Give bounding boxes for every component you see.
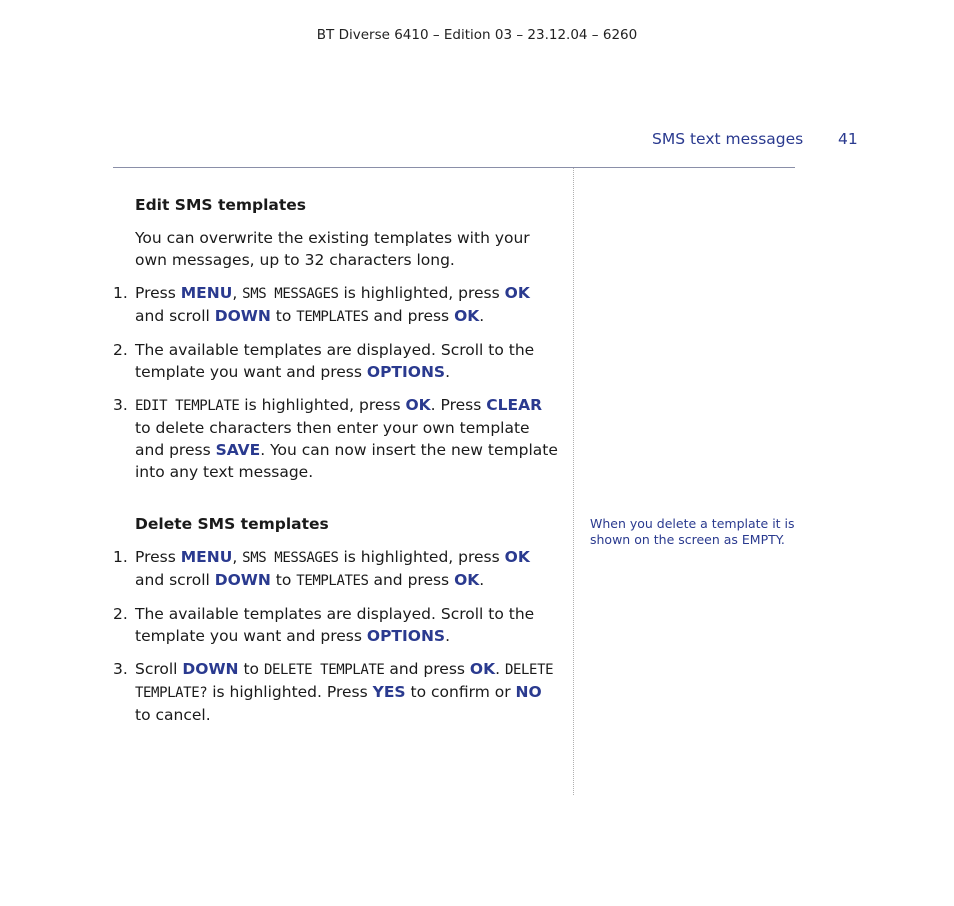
delete-step-item xyxy=(113,546,561,592)
key-label: OK xyxy=(454,307,480,325)
column-divider xyxy=(573,168,574,795)
edit-step-item xyxy=(113,282,561,328)
text-run: . xyxy=(495,660,505,678)
text-run: . xyxy=(479,307,485,325)
step-number: 1. xyxy=(113,548,128,566)
text-run: . xyxy=(445,363,451,381)
step-number: 2. xyxy=(113,605,128,623)
key-label: DOWN xyxy=(182,660,239,678)
text-run: is highlighted, press xyxy=(338,284,505,302)
text-run: to xyxy=(238,660,264,678)
step-text xyxy=(135,660,553,724)
key-label: CLEAR xyxy=(486,396,543,414)
delete-steps-list xyxy=(113,546,561,726)
key-label: OPTIONS xyxy=(366,627,446,645)
text-run: is highlighted. Press xyxy=(207,683,373,701)
key-label: OK xyxy=(469,660,496,678)
delete-step-item xyxy=(113,658,561,726)
text-run: and press xyxy=(384,660,470,678)
text-run: . xyxy=(479,571,485,589)
text-run: The available templates are displayed. Scroll to the template you want and press xyxy=(135,341,535,381)
delete-step-item xyxy=(113,603,561,647)
edit-templates-heading: Edit SMS templates xyxy=(135,196,307,214)
text-run: , xyxy=(232,284,243,302)
text-run: is highlighted, press xyxy=(338,548,505,566)
key-label: OPTIONS xyxy=(366,363,446,381)
edit-step-item xyxy=(113,394,561,483)
text-run: and scroll xyxy=(135,571,215,589)
text-run: The available templates are displayed. Scroll to the template you want and press xyxy=(135,605,535,645)
text-run: to delete characters then enter your own template and press xyxy=(135,419,530,459)
key-label: DOWN xyxy=(214,307,271,325)
key-label: OK xyxy=(405,396,431,414)
text-run: and press xyxy=(368,571,455,589)
step-text xyxy=(135,548,530,589)
text-run: and press xyxy=(368,307,455,325)
display-text: TEMPLATES xyxy=(296,573,369,589)
edit-templates-section xyxy=(113,194,561,483)
key-label: NO xyxy=(515,683,542,701)
step-text xyxy=(135,605,534,645)
step-text xyxy=(135,284,530,325)
text-run: to confirm or xyxy=(405,683,516,701)
delete-templates-section xyxy=(113,513,561,726)
key-label: OK xyxy=(504,284,530,302)
text-run: is highlighted, press xyxy=(239,396,406,414)
step-number: 3. xyxy=(113,396,128,414)
text-run: Press xyxy=(135,284,181,302)
side-note: When you delete a template it is shown on the screen as EMPTY. xyxy=(590,516,795,547)
text-run: Scroll xyxy=(135,660,183,678)
text-run: Press xyxy=(135,548,181,566)
page-number: 41 xyxy=(838,130,858,148)
key-label: MENU xyxy=(180,284,233,302)
step-number: 1. xyxy=(113,284,128,302)
text-run: to cancel. xyxy=(135,706,211,724)
edit-step-item xyxy=(113,339,561,383)
delete-templates-heading: Delete SMS templates xyxy=(135,515,329,533)
text-run: . You can now insert the new template into any text message. xyxy=(135,441,558,481)
display-text: SMS MESSAGES xyxy=(242,550,339,566)
display-text: EDIT TEMPLATE xyxy=(135,398,240,414)
edit-templates-intro: You can overwrite the existing templates with your own messages, up to 32 characters long. xyxy=(135,229,530,269)
key-label: YES xyxy=(372,683,406,701)
text-run: and scroll xyxy=(135,307,215,325)
edit-steps-list xyxy=(113,282,561,483)
key-label: OK xyxy=(504,548,530,566)
text-run: to xyxy=(270,307,297,325)
key-label: OK xyxy=(454,571,480,589)
display-text: DELETE TEMPLATE xyxy=(263,662,385,678)
key-label: SAVE xyxy=(215,441,261,459)
step-text xyxy=(135,396,558,481)
display-text: SMS MESSAGES xyxy=(242,286,339,302)
text-run: , xyxy=(232,548,243,566)
key-label: MENU xyxy=(180,548,233,566)
text-run: to xyxy=(270,571,297,589)
display-text: TEMPLATES xyxy=(296,309,369,325)
step-text xyxy=(135,341,534,381)
key-label: DOWN xyxy=(214,571,271,589)
display-text: DELETE TEMPLATE? xyxy=(135,662,554,701)
step-number: 2. xyxy=(113,341,128,359)
section-title: SMS text messages xyxy=(652,130,804,148)
header-rule xyxy=(113,167,795,168)
text-run: . xyxy=(445,627,451,645)
edition-line: BT Diverse 6410 – Edition 03 – 23.12.04 – 6260 xyxy=(316,27,638,43)
text-run: . Press xyxy=(430,396,487,414)
step-number: 3. xyxy=(113,660,128,678)
